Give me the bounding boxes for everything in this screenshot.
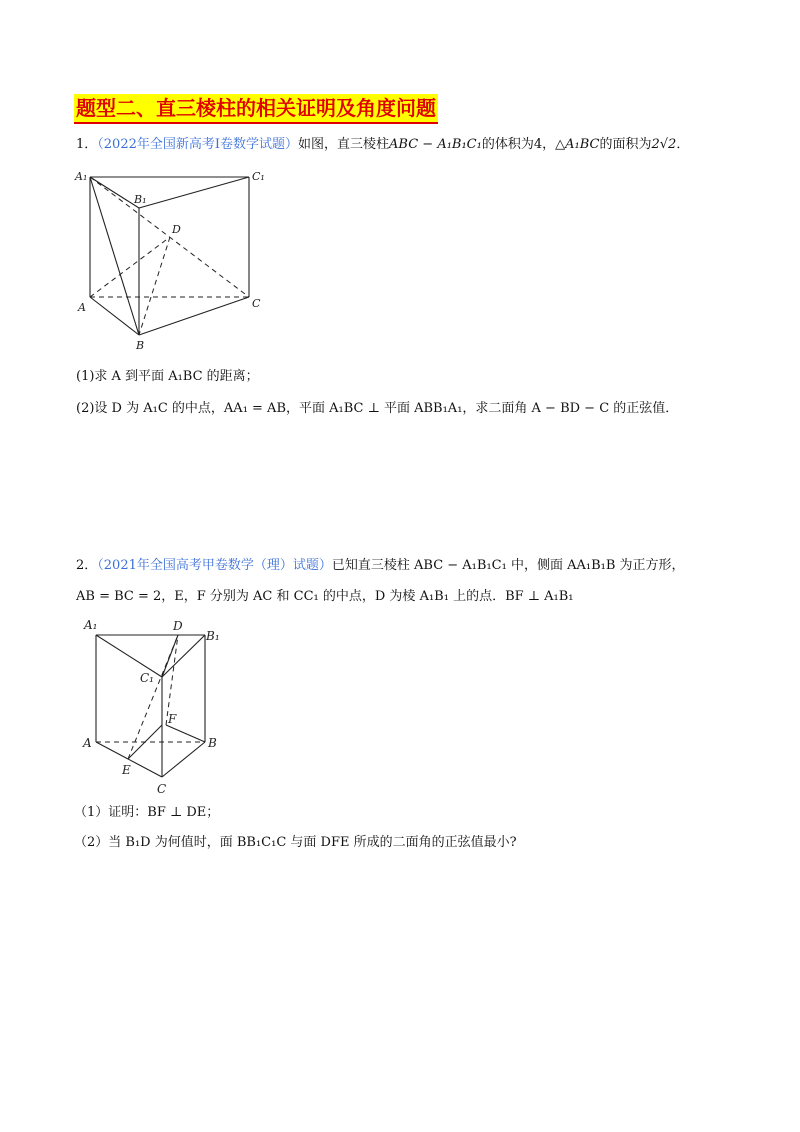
q2-stem-line1: [76, 557, 685, 575]
label-a: A: [78, 301, 86, 314]
label-b: B: [208, 736, 217, 750]
label-a1: A₁: [84, 618, 98, 632]
segment-a1b: [90, 177, 139, 335]
q2-stem-a: 已知直三棱柱 ABC − A₁B₁C₁ 中，侧面 AA₁B₁B 为正方形，: [331, 558, 685, 573]
q1-stem-d: ．: [676, 137, 690, 152]
q1-stem: [76, 136, 689, 154]
edge-ab: [90, 297, 139, 335]
q1-stem-a: 如图，直三棱柱: [298, 137, 390, 152]
edge-b1c1: [139, 177, 249, 208]
label-e: E: [122, 763, 131, 777]
hidden-segment-bd: [139, 237, 170, 335]
q1-part1: (1)求 A 到平面 A₁BC 的距离；: [76, 369, 259, 384]
q1-stem-c: 的面积为: [599, 137, 652, 152]
label-f: F: [168, 712, 177, 726]
q2-stem-line2: AB = BC = 2，E，F 分别为 AC 和 CC₁ 的中点，D 为棱 A₁B₁ 上的点．BF ⊥ A₁B₁: [76, 589, 574, 604]
q2-figure: [80, 612, 230, 797]
q1-number: 1．: [76, 137, 98, 152]
q2-number: 2．: [76, 558, 98, 573]
label-c1: C₁: [252, 170, 265, 183]
section-title: 题型二、直三棱柱的相关证明及角度问题: [74, 94, 438, 124]
q2-part1: （1）证明：BF ⊥ DE；: [74, 805, 220, 820]
edge-bc: [139, 297, 249, 335]
q2-source: （2021年全国高考甲卷数学（理）试题）: [97, 558, 332, 573]
label-c: C: [252, 297, 261, 310]
hidden-segment-ad: [90, 237, 170, 297]
label-c: C: [157, 782, 167, 796]
segment-bf: [166, 725, 205, 742]
label-b: B: [136, 339, 145, 352]
edge-bc: [162, 742, 205, 777]
q1-figure: [72, 165, 272, 355]
label-d: D: [172, 223, 181, 236]
label-a: A: [83, 736, 92, 750]
label-d: D: [173, 619, 183, 633]
q1-part2: (2)设 D 为 A₁C 的中点，AA₁ = AB，平面 A₁BC ⊥ 平面 ABB₁A₁，求二面角 A − BD − C 的正弦值．: [76, 401, 679, 416]
q2-part2: （2）当 B₁D 为何值时，面 BB₁C₁C 与面 DFE 所成的二面角的正弦值最小?: [74, 835, 517, 850]
edge-a1b1: [90, 177, 139, 208]
q1-source: （2022年全国新高考Ⅰ卷数学试题）: [97, 137, 299, 152]
label-b1: B₁: [134, 193, 147, 206]
q1-triangle: △A₁BC: [555, 137, 600, 152]
q1-prism: ABC − A₁B₁C₁: [389, 137, 482, 152]
q1-area: 2√2: [651, 137, 677, 152]
q1-stem-b: 的体积为4，: [481, 137, 556, 152]
edge-b1c1: [162, 635, 205, 677]
label-c1: C₁: [140, 671, 154, 685]
label-a1: A₁: [75, 170, 88, 183]
label-b1: B₁: [206, 629, 220, 643]
